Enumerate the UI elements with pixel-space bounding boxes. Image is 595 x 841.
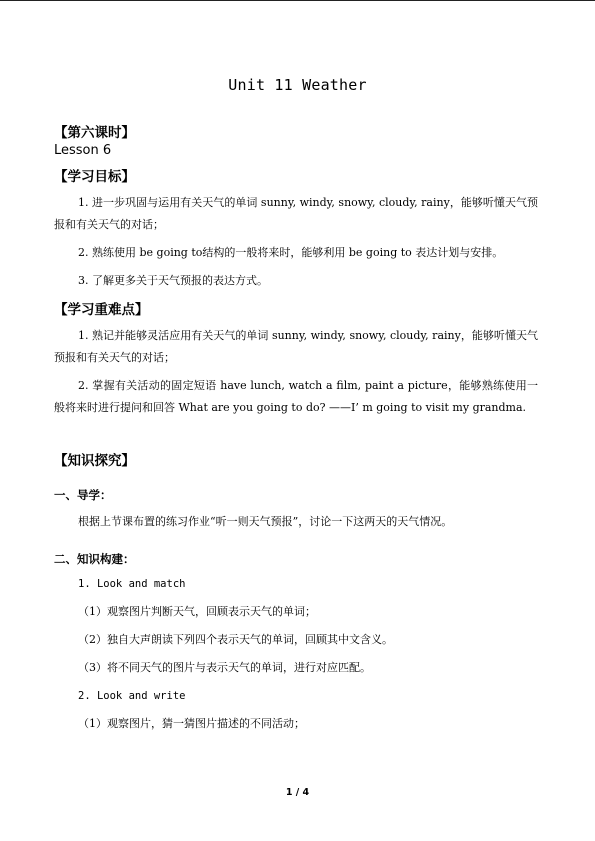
page-number: 1 / 4 [285,787,310,798]
objectives-heading: 【学习目标】 [54,169,135,185]
lesson-heading: 【第六课时】 [54,125,135,141]
step-look-and-match: 1. Look and match [78,578,186,590]
top-rule [0,0,595,1]
inquiry-heading: 【知识探究】 [54,453,135,469]
step-look-and-write: 2. Look and write [78,690,186,702]
step1-item-2: （2）独自大声朗读下列四个表示天气的单词，回顾其中文含义。 [78,633,393,646]
objective-item-2: 2. 熟练使用 be going to结构的一般将来时，能够利用 be going to 表达计划与安排。 [78,246,504,259]
key-point-item-2: 2. 掌握有关活动的固定短语 have lunch, watch a film, paint a picture，能够熟练使用一般将来时进行提问和回答 What are you going to do? ——I’ m going to visit my grandma. [54,379,538,414]
lesson-label: Lesson 6 [54,143,112,158]
step1-item-1: （1）观察图片判断天气，回顾表示天气的单词； [78,605,316,618]
objective-item-1: 1. 进一步巩固与运用有关天气的单词 sunny, windy, snowy, cloudy, rainy，能够听懂天气预报和有关天气的对话； [54,196,538,231]
step2-item-1: （1）观察图片，猜一猜图片描述的不同活动； [78,717,305,730]
objective-item-3: 3. 了解更多关于天气预报的表达方式。 [78,274,268,287]
key-point-item-1: 1. 熟记并能够灵活应用有关天气的单词 sunny, windy, snowy, cloudy, rainy，能够听懂天气预报和有关天气的对话； [54,329,538,364]
step1-item-3: （3）将不同天气的图片与表示天气的单词，进行对应匹配。 [78,661,371,674]
section-guide-title: 一、导学： [54,488,112,502]
document-title: Unit 11 Weather [228,76,367,94]
key-points-heading: 【学习重难点】 [54,302,149,318]
section-guide-text: 根据上节课布置的练习作业“听一则天气预报”，讨论一下这两天的天气情况。 [78,515,453,528]
section-build-title: 二、知识构建： [54,552,135,566]
